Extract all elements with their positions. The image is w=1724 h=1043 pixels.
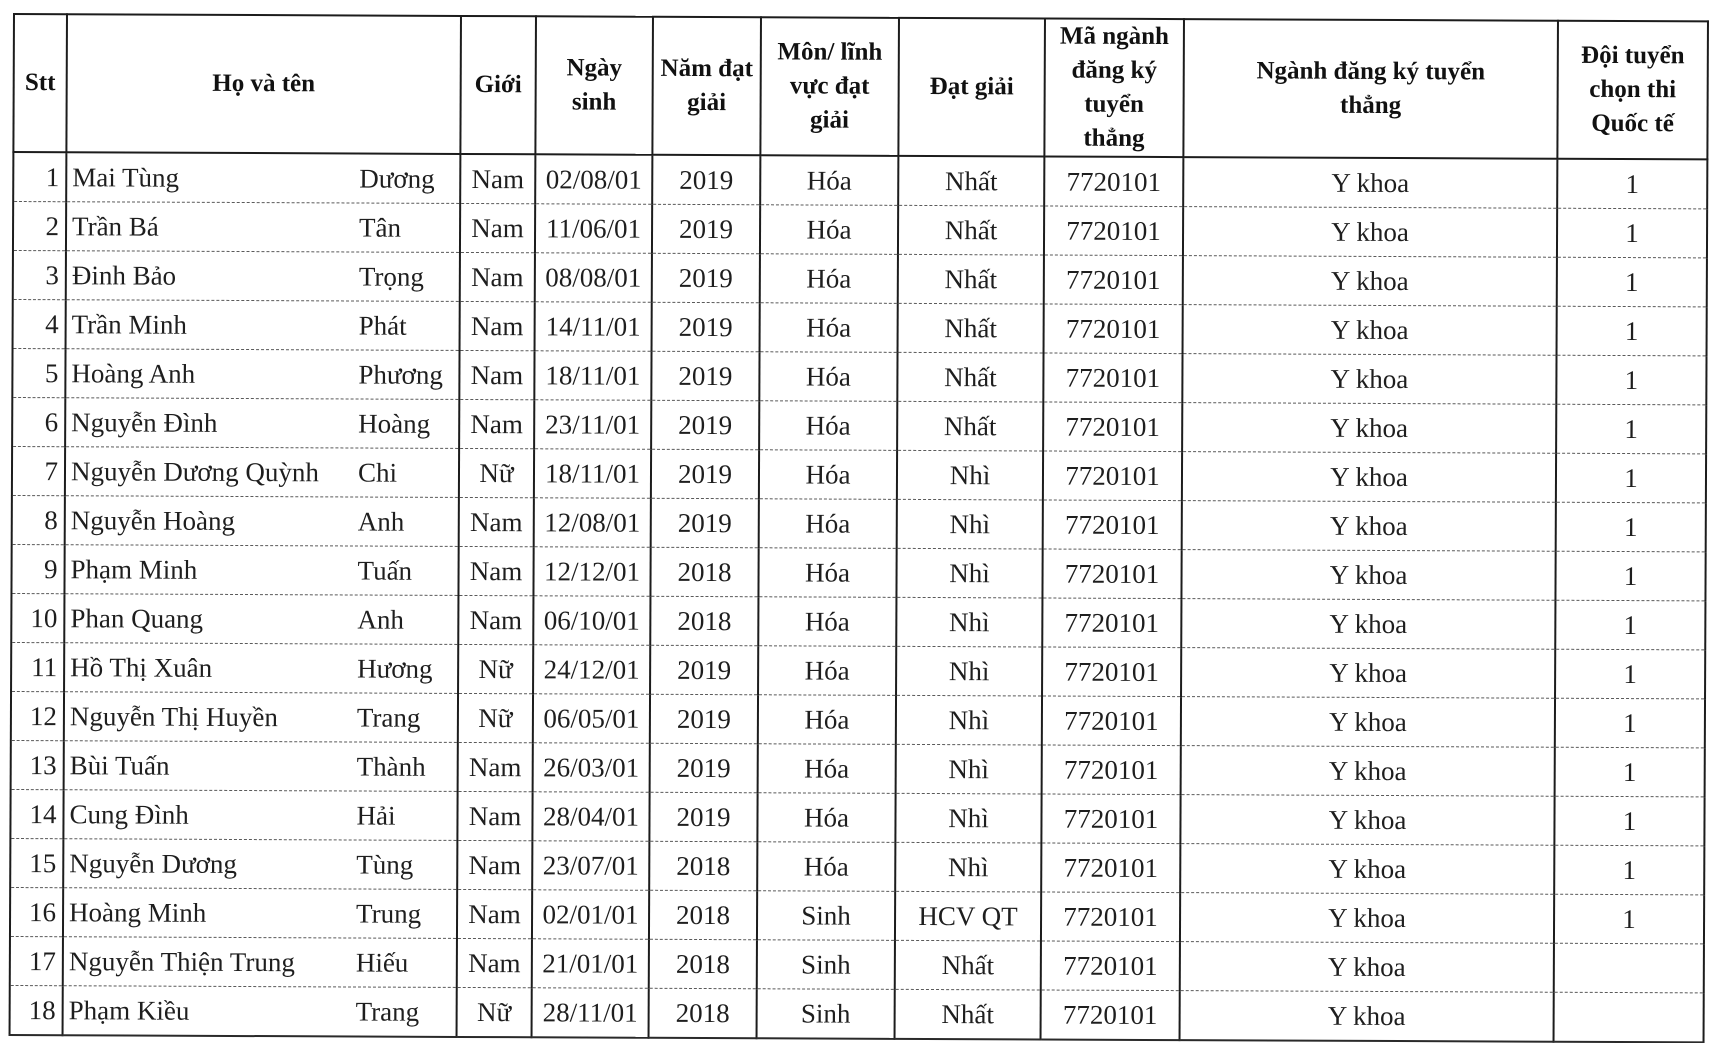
cell-major-code: 7720101 (1042, 745, 1181, 795)
cell-given-name: Hiếu (355, 947, 409, 978)
cell-intl-team: 1 (1555, 649, 1705, 699)
cell-subject: Hóa (760, 155, 898, 205)
cell-intl-team: 1 (1554, 796, 1704, 846)
cell-given-name: Thành (356, 751, 426, 782)
cell-dob: 28/11/01 (532, 988, 649, 1038)
cell-subject: Hóa (759, 499, 897, 549)
cell-subject: Hóa (758, 548, 896, 598)
cell-given-name: Hải (356, 800, 396, 831)
cell-dob: 06/05/01 (533, 694, 650, 744)
cell-intl-team: 1 (1556, 453, 1706, 503)
cell-dob: 21/01/01 (532, 939, 649, 989)
cell-given-name: Chi (357, 457, 398, 488)
cell-first-middle-name: Nguyễn Thị Huyền (69, 700, 278, 732)
table-row (11, 593, 1705, 649)
cell-major-code: 7720101 (1043, 353, 1182, 403)
cell-stt: 16 (10, 887, 63, 936)
cell-subject: Hóa (759, 401, 897, 451)
cell-given-name: Dương (359, 163, 435, 194)
cell-gender: Nữ (458, 644, 533, 693)
cell-major-code: 7720101 (1041, 892, 1180, 942)
table-row (10, 789, 1704, 845)
cell-gender: Nam (458, 595, 533, 644)
cell-given-name: Tuấn (357, 555, 413, 586)
cell-given-name: Trang (355, 996, 420, 1027)
cell-full-name (66, 152, 460, 203)
cell-gender: Nữ (458, 693, 533, 742)
cell-award-year: 2019 (651, 400, 759, 449)
cell-first-middle-name: Trần Minh (71, 308, 187, 340)
cell-award-year: 2018 (649, 939, 757, 988)
cell-full-name (66, 251, 460, 302)
cell-award-year: 2018 (649, 841, 757, 890)
cell-prize: Nhất (898, 303, 1044, 353)
cell-first-middle-name: Mai Tùng (72, 161, 180, 193)
cell-subject: Hóa (757, 793, 895, 843)
cell-full-name (63, 839, 457, 890)
cell-major: Y khoa (1181, 599, 1555, 650)
cell-dob: 18/11/01 (534, 449, 651, 499)
cell-first-middle-name: Cung Đình (69, 798, 189, 830)
cell-major-code: 7720101 (1043, 402, 1182, 452)
cell-gender: Nam (459, 399, 534, 448)
cell-gender: Nam (457, 840, 532, 889)
table-header (13, 14, 1708, 159)
table-row (11, 544, 1705, 600)
cell-stt: 13 (11, 740, 64, 789)
cell-full-name (64, 594, 458, 645)
cell-stt: 3 (13, 251, 66, 300)
cell-major-code: 7720101 (1044, 206, 1183, 256)
cell-subject: Sinh (757, 891, 895, 941)
cell-first-middle-name: Trần Bá (72, 210, 159, 242)
cell-first-middle-name: Nguyễn Đình (71, 406, 218, 438)
cell-dob: 14/11/01 (535, 302, 652, 352)
cell-prize: Nhất (898, 205, 1044, 255)
cell-intl-team: 1 (1555, 747, 1705, 797)
cell-gender: Nữ (457, 987, 532, 1037)
cell-major: Y khoa (1180, 893, 1554, 944)
cell-gender: Nam (460, 301, 535, 350)
cell-prize: Nhất (897, 401, 1043, 451)
cell-award-year: 2018 (649, 890, 757, 939)
cell-award-year: 2019 (651, 498, 759, 547)
table-row (10, 838, 1704, 894)
cell-major: Y khoa (1180, 942, 1554, 993)
cell-prize: Nhì (896, 646, 1042, 696)
cell-prize: Nhì (895, 842, 1041, 892)
cell-major: Y khoa (1182, 354, 1556, 405)
cell-major: Y khoa (1183, 256, 1557, 307)
header-subject: Môn/ lĩnh vực đạt giải (760, 17, 899, 156)
cell-first-middle-name: Phan Quang (70, 602, 204, 634)
cell-given-name: Hương (357, 653, 433, 684)
cell-given-name: Anh (357, 506, 405, 537)
cell-award-year: 2019 (652, 204, 760, 253)
cell-first-middle-name: Đinh Bảo (71, 259, 177, 291)
table-row (13, 300, 1707, 356)
cell-given-name: Tùng (356, 849, 414, 880)
cell-prize: Nhất (897, 352, 1043, 402)
table-row (11, 740, 1705, 796)
cell-major-code: 7720101 (1042, 549, 1181, 599)
table-row (12, 495, 1706, 551)
cell-major-code: 7720101 (1043, 451, 1182, 501)
cell-prize: Nhì (896, 548, 1042, 598)
table-row (12, 398, 1706, 454)
cell-subject: Hóa (760, 303, 898, 353)
header-prize: Đạt giải (898, 18, 1045, 157)
cell-full-name (64, 741, 458, 792)
cell-given-name: Phát (358, 310, 407, 341)
cell-first-middle-name: Bùi Tuấn (69, 749, 170, 781)
header-dob: Ngày sinh (535, 16, 653, 155)
cell-first-middle-name: Phạm Minh (70, 553, 198, 585)
cell-major-code: 7720101 (1041, 794, 1180, 844)
cell-intl-team: 1 (1557, 208, 1707, 258)
cell-first-middle-name: Nguyễn Dương Quỳnh (70, 455, 319, 487)
cell-full-name (65, 496, 459, 547)
header-full-name: Họ và tên (66, 14, 461, 154)
cell-subject: Hóa (758, 597, 896, 647)
cell-full-name (63, 790, 457, 841)
cell-stt: 18 (10, 985, 63, 1035)
cell-major-code: 7720101 (1042, 696, 1181, 746)
cell-gender: Nam (458, 742, 533, 791)
cell-gender: Nữ (459, 448, 534, 497)
scanned-document (9, 13, 1707, 1043)
cell-stt: 11 (11, 642, 64, 691)
cell-prize: Nhì (896, 744, 1042, 794)
cell-major: Y khoa (1182, 452, 1556, 503)
table-row (10, 985, 1704, 1042)
cell-intl-team: 1 (1554, 845, 1704, 895)
header-major: Ngành đăng ký tuyển thẳng (1183, 19, 1558, 159)
cell-major-code: 7720101 (1041, 990, 1180, 1040)
cell-gender: Nam (460, 154, 535, 204)
cell-stt: 7 (12, 447, 65, 496)
cell-full-name (65, 447, 459, 498)
cell-intl-team: 1 (1555, 551, 1705, 601)
cell-first-middle-name: Hồ Thị Xuân (70, 651, 213, 683)
cell-intl-team: 1 (1557, 159, 1707, 209)
cell-given-name: Anh (357, 604, 404, 635)
table-row (13, 152, 1707, 209)
cell-stt: 10 (11, 593, 64, 642)
table-row (11, 642, 1705, 698)
cell-intl-team: 1 (1555, 698, 1705, 748)
cell-stt: 8 (12, 495, 65, 544)
cell-full-name (63, 888, 457, 939)
cell-subject: Hóa (760, 254, 898, 304)
cell-subject: Hóa (759, 352, 897, 402)
cell-dob: 02/01/01 (532, 890, 649, 940)
cell-award-year: 2019 (652, 302, 760, 351)
cell-gender: Nam (457, 889, 532, 938)
cell-subject: Hóa (760, 205, 898, 255)
cell-given-name: Tân (359, 212, 402, 243)
cell-stt: 12 (11, 691, 64, 740)
cell-stt: 2 (13, 202, 66, 251)
cell-subject: Hóa (757, 842, 895, 892)
cell-subject: Hóa (758, 646, 896, 696)
cell-major: Y khoa (1181, 697, 1555, 748)
cell-full-name (66, 300, 460, 351)
cell-dob: 08/08/01 (535, 253, 652, 303)
cell-dob: 02/08/01 (535, 154, 652, 204)
cell-award-year: 2018 (650, 596, 758, 645)
cell-stt: 6 (12, 398, 65, 447)
cell-intl-team: 1 (1557, 257, 1707, 307)
cell-major: Y khoa (1181, 746, 1555, 797)
cell-major-code: 7720101 (1041, 941, 1180, 991)
cell-major: Y khoa (1182, 501, 1556, 552)
cell-given-name: Phương (358, 359, 443, 390)
cell-dob: 12/12/01 (533, 547, 650, 597)
cell-gender: Nam (457, 938, 532, 987)
cell-award-year: 2019 (651, 351, 759, 400)
cell-prize: Nhì (897, 450, 1043, 500)
cell-intl-team: 1 (1556, 355, 1706, 405)
cell-prize: Nhất (898, 156, 1044, 206)
cell-major-code: 7720101 (1044, 255, 1183, 305)
cell-subject: Sinh (757, 989, 895, 1039)
cell-gender: Nam (460, 252, 535, 301)
awardees-table (9, 13, 1709, 1043)
cell-major: Y khoa (1180, 844, 1554, 895)
cell-prize: Nhì (895, 793, 1041, 843)
cell-dob: 23/11/01 (534, 400, 651, 450)
cell-dob: 18/11/01 (534, 351, 651, 401)
cell-first-middle-name: Phạm Kiều (68, 994, 190, 1026)
cell-full-name (63, 937, 457, 988)
cell-award-year: 2019 (650, 694, 758, 743)
cell-prize: Nhì (897, 499, 1043, 549)
table-row (12, 447, 1706, 503)
cell-intl-team: 1 (1556, 404, 1706, 454)
cell-subject: Hóa (759, 450, 897, 500)
cell-stt: 5 (12, 349, 65, 398)
cell-dob: 24/12/01 (533, 645, 650, 695)
table-row (13, 251, 1707, 307)
cell-subject: Sinh (757, 940, 895, 990)
cell-major-code: 7720101 (1044, 157, 1183, 207)
cell-prize: Nhất (898, 254, 1044, 304)
cell-intl-team: 1 (1555, 600, 1705, 650)
table-row (13, 202, 1707, 258)
cell-major-code: 7720101 (1041, 843, 1180, 893)
cell-given-name: Hoàng (358, 408, 431, 439)
cell-gender: Nam (459, 350, 534, 399)
cell-major-code: 7720101 (1044, 304, 1183, 354)
cell-gender: Nam (460, 203, 535, 252)
cell-major-code: 7720101 (1043, 500, 1182, 550)
cell-prize: Nhất (895, 940, 1041, 990)
cell-major: Y khoa (1183, 207, 1557, 258)
cell-major: Y khoa (1183, 157, 1557, 208)
table-row (11, 691, 1705, 747)
table-row (12, 349, 1706, 405)
cell-major: Y khoa (1180, 991, 1554, 1042)
cell-subject: Hóa (758, 695, 896, 745)
cell-intl-team: 1 (1556, 502, 1706, 552)
cell-dob: 06/10/01 (533, 596, 650, 646)
header-award-year: Năm đạt giải (652, 17, 761, 155)
table-row (10, 887, 1704, 943)
cell-prize: Nhì (896, 597, 1042, 647)
cell-gender: Nam (459, 497, 534, 546)
cell-award-year: 2018 (650, 547, 758, 596)
header-intl-team: Đội tuyển chọn thi Quốc tế (1557, 21, 1708, 160)
header-major-code: Mã ngành đăng ký tuyển thẳng (1044, 19, 1184, 158)
table-body (10, 152, 1708, 1042)
cell-subject: Hóa (758, 744, 896, 794)
cell-stt: 9 (11, 544, 64, 593)
cell-major: Y khoa (1180, 795, 1554, 846)
cell-given-name: Trung (356, 898, 422, 929)
cell-intl-team (1554, 992, 1704, 1042)
cell-dob: 11/06/01 (535, 204, 652, 254)
cell-first-middle-name: Nguyễn Dương (69, 847, 238, 879)
cell-dob: 23/07/01 (532, 841, 649, 891)
cell-award-year: 2019 (650, 743, 758, 792)
cell-major: Y khoa (1181, 550, 1555, 601)
cell-major-code: 7720101 (1042, 647, 1181, 697)
cell-prize: Nhất (895, 989, 1041, 1039)
cell-gender: Nam (458, 546, 533, 595)
cell-major: Y khoa (1182, 403, 1556, 454)
cell-intl-team (1554, 943, 1704, 993)
cell-first-middle-name: Nguyễn Thiện Trung (68, 945, 295, 977)
cell-full-name (64, 692, 458, 743)
cell-prize: HCV QT (895, 891, 1041, 941)
cell-first-middle-name: Hoàng Anh (71, 357, 196, 389)
cell-full-name (64, 643, 458, 694)
header-row (13, 14, 1708, 159)
cell-first-middle-name: Hoàng Minh (69, 896, 207, 928)
cell-full-name (65, 349, 459, 400)
cell-given-name: Trọng (358, 261, 424, 292)
cell-award-year: 2019 (652, 155, 760, 205)
cell-stt: 1 (13, 152, 66, 202)
cell-full-name (64, 545, 458, 596)
cell-award-year: 2018 (649, 988, 757, 1038)
cell-stt: 15 (10, 838, 63, 887)
cell-gender: Nam (457, 791, 532, 840)
table-row (10, 936, 1704, 992)
header-stt: Stt (13, 14, 67, 152)
cell-intl-team: 1 (1554, 894, 1704, 944)
cell-stt: 14 (10, 789, 63, 838)
cell-dob: 26/03/01 (533, 743, 650, 793)
cell-stt: 17 (10, 936, 63, 985)
cell-award-year: 2019 (652, 253, 760, 302)
cell-major: Y khoa (1181, 648, 1555, 699)
cell-intl-team: 1 (1557, 306, 1707, 356)
header-gender: Giới (460, 16, 536, 154)
cell-major: Y khoa (1183, 305, 1557, 356)
cell-dob: 12/08/01 (534, 498, 651, 548)
cell-stt: 4 (13, 300, 66, 349)
cell-full-name (63, 986, 457, 1037)
cell-first-middle-name: Nguyễn Hoàng (70, 504, 236, 536)
cell-full-name (66, 202, 460, 253)
cell-major-code: 7720101 (1042, 598, 1181, 648)
cell-full-name (65, 398, 459, 449)
cell-prize: Nhì (896, 695, 1042, 745)
cell-dob: 28/04/01 (532, 792, 649, 842)
cell-award-year: 2019 (651, 449, 759, 498)
cell-given-name: Trang (356, 702, 421, 733)
cell-award-year: 2019 (650, 645, 758, 694)
cell-award-year: 2019 (649, 792, 757, 841)
